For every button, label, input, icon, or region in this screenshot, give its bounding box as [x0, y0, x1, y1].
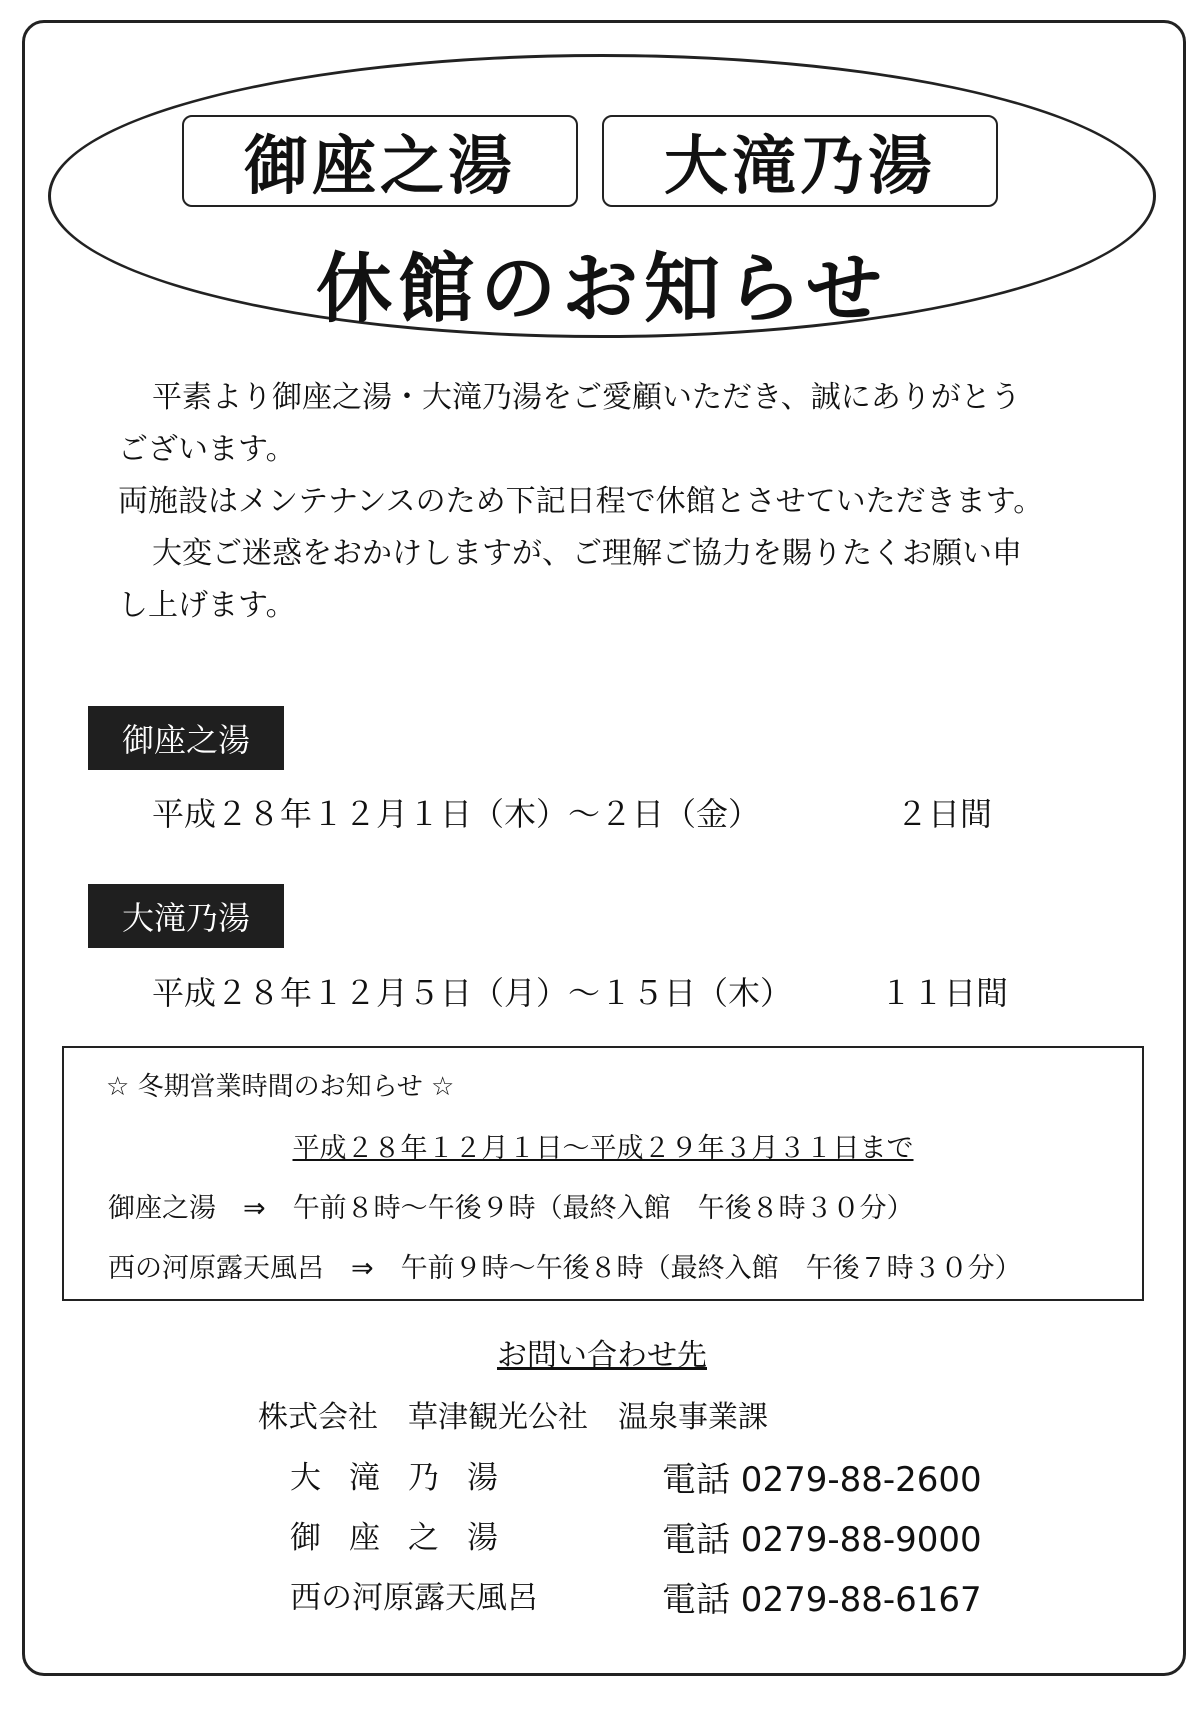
contact-phone: 電話 0279-88-9000 [662, 1520, 982, 1560]
facility-name-goza: 御座之湯 [182, 115, 578, 207]
winter-hours-box [62, 1046, 1144, 1301]
closure-period-goza: 平成２８年１２月１日（木）～２日（金） [152, 795, 761, 833]
facility-name-otaki: 大滝乃湯 [602, 115, 998, 207]
contact-name: 西の河原露天風呂 [290, 1580, 538, 1616]
intro-line: 平素より御座之湯・大滝乃湯をご愛顧いただき、誠にありがとう [152, 380, 1021, 415]
winter-hours-row: 西の河原露天風呂 ⇒ 午前９時～午後８時（最終入館 午後７時３０分） [108, 1253, 1022, 1284]
contact-name: 大滝乃湯 [290, 1460, 526, 1496]
closure-label-goza: 御座之湯 [88, 706, 284, 770]
winter-hours-title: ☆ 冬期営業時間のお知らせ ☆ [106, 1072, 455, 1102]
contact-heading [0, 1330, 1204, 1374]
contact-name: 御座之湯 [290, 1520, 526, 1556]
closure-label-otaki: 大滝乃湯 [88, 884, 284, 948]
closure-days-otaki: １１日間 [880, 974, 1009, 1012]
intro-line: し上げます。 [118, 588, 296, 623]
contact-phone: 電話 0279-88-2600 [662, 1460, 982, 1500]
winter-hours-period [64, 1126, 1142, 1165]
intro-line: 両施設はメンテナンスのため下記日程で休館とさせていただきます。 [118, 484, 1044, 519]
contact-phone: 電話 0279-88-6167 [662, 1580, 982, 1620]
page-title: 休館のお知らせ [316, 244, 888, 333]
contact-heading-text: お問い合わせ先 [497, 1338, 707, 1373]
winter-hours-row: 御座之湯 ⇒ 午前８時～午後９時（最終入館 午後８時３０分） [108, 1193, 914, 1224]
contact-company: 株式会社 草津観光公社 温泉事業課 [258, 1400, 768, 1435]
intro-text [118, 372, 1138, 632]
intro-line: ございます。 [118, 432, 296, 467]
winter-period-text: 平成２８年１２月１日～平成２９年３月３１日まで [292, 1133, 914, 1164]
closure-period-otaki: 平成２８年１２月５日（月）～１５日（木） [152, 974, 793, 1012]
intro-line: 大変ご迷惑をおかけしますが、ご理解ご協力を賜りたくお願い申 [152, 536, 1022, 571]
closure-days-goza: ２日間 [896, 795, 993, 833]
